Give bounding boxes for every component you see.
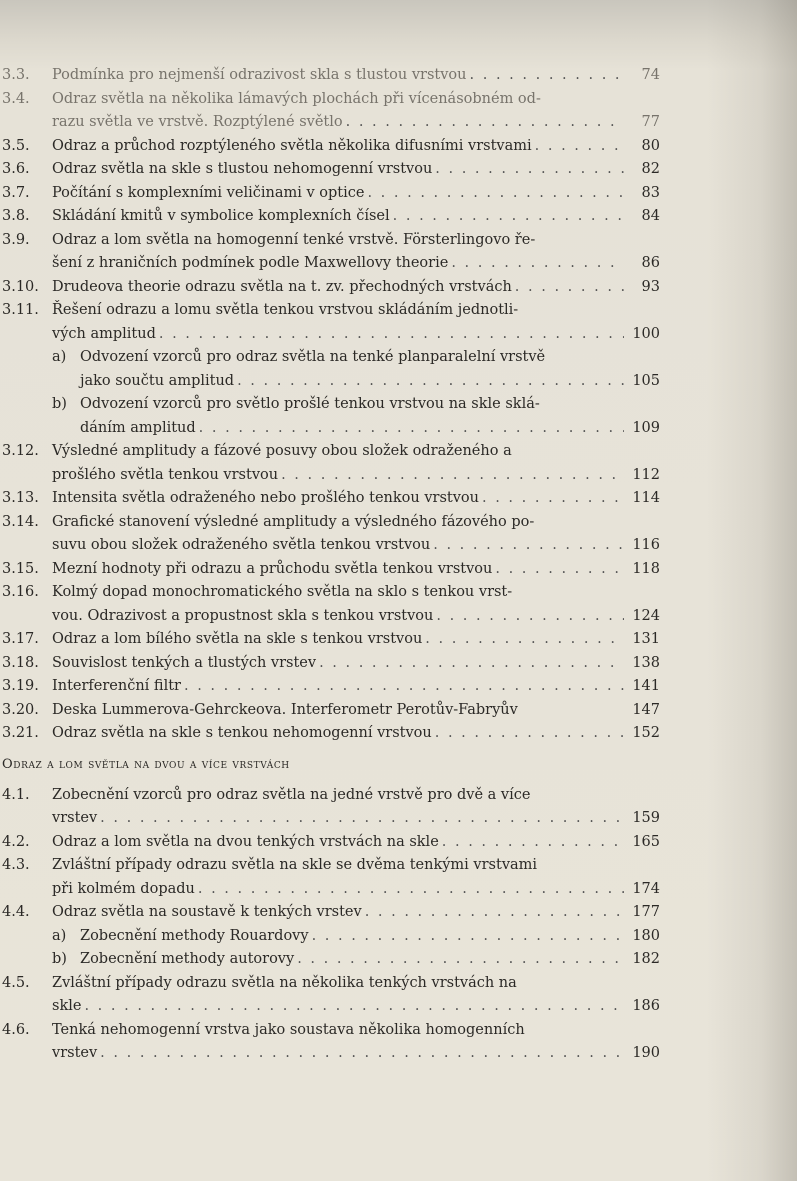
toc-entry [0, 652, 660, 676]
toc-section-4 [0, 784, 660, 1066]
entry-number: 3.9. [2, 231, 30, 248]
page-number: 109 [632, 419, 660, 436]
section-heading [2, 754, 660, 776]
page-number: 83 [641, 184, 660, 201]
toc-entry [0, 205, 660, 229]
entry-title-line: Mezní hodnoty při odrazu a průchodu světla tenkou vrstvou [52, 560, 493, 577]
toc-entry [0, 64, 660, 88]
entry-title-line: Zobecnění methody Rouardovy [80, 927, 309, 944]
page-number: 177 [632, 904, 660, 920]
entry-title-line: Deska Lummerova-Gehrckeova. Interferometr Perotův-Fabryův [52, 701, 518, 718]
page-number: 77 [641, 114, 660, 130]
toc-entry [0, 628, 660, 652]
toc-section-3 [0, 64, 660, 746]
entry-title-line: Zvláštní případy odrazu světla na skle se dvěma tenkými vrstvami [52, 857, 538, 873]
toc-subentry [0, 925, 660, 949]
entry-number: 3.21. [2, 725, 39, 741]
entry-number: 3.18. [2, 654, 39, 671]
page-number: 174 [632, 880, 660, 897]
entry-title-line: vrstev [52, 810, 98, 826]
page-number: 180 [632, 927, 660, 944]
dot-leader [422, 628, 624, 652]
subentry-label: b) [52, 396, 67, 412]
toc-entry [0, 1019, 660, 1066]
page-number: 80 [641, 137, 660, 154]
entry-title-line: Grafické stanovení výsledné amplitudy a výsledného fázového po- [52, 513, 535, 530]
entry-title-line: Zvláštní případy odrazu světla na několika tenkých vrstvách na [52, 974, 517, 991]
dot-leader [343, 111, 624, 135]
dot-leader [316, 652, 624, 676]
dot-leader [294, 948, 624, 972]
entry-title-line: Odraz a lom světla na dvou tenkých vrstvách na skle [52, 833, 439, 850]
entry-number: 4.6. [2, 1021, 30, 1038]
dot-leader [278, 464, 624, 488]
dot-leader [432, 722, 624, 746]
page-number: 86 [641, 255, 660, 271]
toc-entry [0, 972, 660, 1019]
subentry-label: a) [52, 349, 67, 365]
toc-entry [0, 511, 660, 558]
dot-leader [467, 64, 624, 88]
entry-number: 4.3. [2, 857, 30, 873]
page-number: 165 [632, 833, 660, 850]
page-number: 159 [632, 810, 660, 826]
entry-number: 3.6. [2, 161, 30, 177]
entry-title-line: Interferenční filtr [52, 678, 181, 694]
dot-leader [432, 158, 624, 182]
entry-number: 3.12. [2, 443, 39, 459]
toc-entry [0, 440, 660, 487]
dot-leader [448, 252, 624, 276]
page-number: 182 [632, 951, 660, 967]
entry-title-line: skle [52, 998, 82, 1014]
toc-entry [0, 229, 660, 276]
toc-subentry [0, 948, 660, 972]
toc-entry [0, 784, 660, 831]
dot-leader [512, 276, 624, 300]
entry-title-line: Kolmý dopad monochromatického světla na sklo s tenkou vrst- [52, 584, 513, 600]
entry-title-line: razu světla ve vrstvě. Rozptýlené světlo [52, 114, 343, 130]
page-number: 118 [632, 560, 660, 577]
entry-title-line: Odraz a lom bílého světla na skle s tenkou vrstvou [52, 631, 423, 647]
entry-number: 3.14. [2, 513, 39, 530]
entry-title-line: Odvození vzorců pro odraz světla na tenké planparalelní vrstvě [80, 349, 546, 365]
toc-subentry [0, 346, 660, 393]
entry-title-line: vých amplitud [52, 325, 156, 342]
dot-leader [309, 925, 624, 949]
entry-title-line: Odraz světla na soustavě k tenkých vrstev [52, 904, 362, 920]
entry-title-line: Odraz světla na několika lámavých plochách při vícenásobném od- [52, 90, 541, 107]
entry-number: 3.10. [2, 278, 39, 295]
entry-title-line: dáním amplitud [80, 419, 196, 436]
page-number: 131 [632, 631, 660, 647]
dot-leader [430, 534, 624, 558]
toc-entry [0, 276, 660, 300]
entry-title-line: vou. Odrazivost a propustnost skla s tenkou vrstvou [52, 607, 434, 624]
entry-number: 4.4. [2, 904, 30, 920]
entry-title-line: prošlého světla tenkou vrstvou [52, 466, 279, 483]
entry-title-line: Řešení odrazu a lomu světla tenkou vrstvou skládáním jednotli- [52, 302, 519, 318]
page-number: 74 [641, 67, 660, 83]
entry-title-line: při kolmém dopadu [52, 880, 195, 897]
entry-number: 3.7. [2, 184, 30, 201]
entry-number: 3.16. [2, 584, 39, 600]
entry-number: 3.15. [2, 560, 39, 577]
entry-title-line: Skládání kmitů v symbolice komplexních čísel [52, 208, 390, 224]
entry-number: 4.1. [2, 786, 30, 803]
page-number: 190 [632, 1045, 660, 1061]
toc-entry [0, 901, 660, 925]
toc-entry [0, 699, 660, 723]
dot-leader [181, 675, 624, 699]
entry-title-line: Drudeova theorie odrazu světla na t. zv. přechodných vrstvách [52, 278, 512, 295]
dot-leader [532, 135, 624, 159]
page-number: 93 [641, 278, 660, 295]
dot-leader [156, 323, 624, 347]
dot-leader [81, 995, 624, 1019]
entry-title-line: jako součtu amplitud [80, 372, 235, 389]
page-number: 82 [641, 161, 660, 177]
toc-entry [0, 88, 660, 135]
page-number: 186 [632, 998, 660, 1014]
entry-number: 3.20. [2, 701, 39, 718]
dot-leader [97, 807, 624, 831]
page-number: 152 [632, 725, 660, 741]
entry-number: 3.5. [2, 137, 30, 154]
toc-entry [0, 299, 660, 346]
toc-entry [0, 722, 660, 746]
dot-leader [362, 901, 624, 925]
entry-title-line: šení z hraničních podmínek podle Maxwellovy theorie [52, 255, 449, 271]
dot-leader [479, 487, 624, 511]
page-number: 138 [632, 654, 660, 671]
toc-entry [0, 831, 660, 855]
toc-entry [0, 581, 660, 628]
dot-leader [234, 370, 624, 394]
entry-title-line: Podmínka pro nejmenší odrazivost skla s tlustou vrstvou [52, 67, 467, 83]
subentry-label: b) [52, 951, 67, 967]
section-heading-text: Odraz a lom světla na dvou a více vrstvách [2, 756, 290, 772]
toc-entry [0, 158, 660, 182]
dot-leader [439, 831, 624, 855]
toc-entry [0, 487, 660, 511]
toc-entry [0, 675, 660, 699]
entry-number: 3.13. [2, 490, 39, 506]
entry-number: 3.3. [2, 67, 30, 83]
entry-number: 4.5. [2, 974, 30, 991]
dot-leader [97, 1042, 624, 1066]
toc-entry [0, 182, 660, 206]
entry-title-line: Souvislost tenkých a tlustých vrstev [52, 654, 317, 671]
dot-leader [364, 182, 624, 206]
dot-leader [492, 558, 624, 582]
toc-subentry [0, 393, 660, 440]
entry-title-line: Odvození vzorců pro světlo prošlé tenkou vrstvou na skle sklá- [80, 396, 540, 412]
entry-title-line: Počítání s komplexními veličinami v optice [52, 184, 365, 201]
page-number: 100 [632, 325, 660, 342]
entry-title-line: Tenká nehomogenní vrstva jako soustava několika homogenních [52, 1021, 525, 1038]
entry-title-line: Intensita světla odraženého nebo prošlého tenkou vrstvou [52, 490, 479, 506]
entry-title-line: Zobecnění vzorců pro odraz světla na jedné vrstvě pro dvě a více [52, 786, 531, 803]
toc-entry [0, 558, 660, 582]
entry-title-line: Odraz a průchod rozptýleného světla několika difusními vrstvami [52, 137, 532, 154]
entry-title-line: Odraz a lom světla na homogenní tenké vrstvě. Försterlingovo ře- [52, 231, 536, 248]
dot-leader [196, 417, 624, 441]
entry-title-line: Odraz světla na skle s tlustou nehomogenní vrstvou [52, 161, 433, 177]
page-number: 105 [632, 372, 660, 389]
entry-title-line: vrstev [52, 1045, 98, 1061]
entry-title-line: Odraz světla na skle s tenkou nehomogenní vrstvou [52, 725, 432, 741]
entry-number: 3.8. [2, 208, 30, 224]
entry-number: 3.4. [2, 90, 30, 107]
page-number: 116 [632, 537, 660, 553]
page-number: 84 [641, 208, 660, 224]
subentry-label: a) [52, 927, 67, 944]
page-number: 114 [632, 490, 660, 506]
toc-entry [0, 854, 660, 901]
entry-title-line: suvu obou složek odraženého světla tenkou vrstvou [52, 537, 431, 553]
entry-number: 3.19. [2, 678, 39, 694]
page-number: 141 [632, 678, 660, 694]
entry-number: 3.17. [2, 631, 39, 647]
entry-number: 3.11. [2, 302, 39, 318]
dot-leader [433, 605, 624, 629]
toc-entry [0, 135, 660, 159]
page-number: 124 [632, 607, 660, 624]
table-of-contents [0, 64, 660, 1066]
entry-title-line: Výsledné amplitudy a fázové posuvy obou složek odraženého a [52, 443, 512, 459]
entry-title-line: Zobecnění methody autorovy [80, 951, 295, 967]
dot-leader [390, 205, 624, 229]
page-number: 147 [632, 701, 660, 718]
dot-leader [195, 878, 624, 902]
page-number: 112 [632, 466, 660, 483]
entry-number: 4.2. [2, 833, 30, 850]
